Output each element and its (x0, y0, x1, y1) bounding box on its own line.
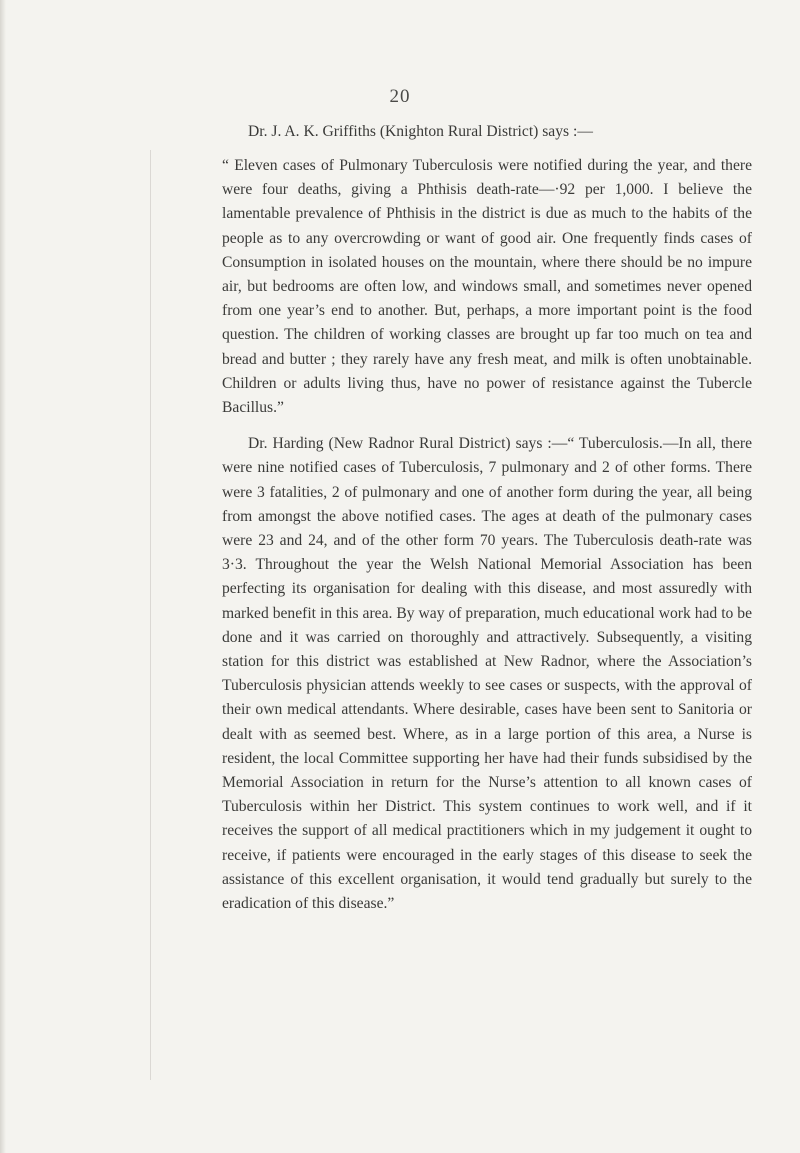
griffiths-quote-paragraph: “ Eleven cases of Pulmonary Tuberculosis were notified during the year, and there were four deaths, giving a Phthisis death-rate—·92 per 1,000. I believe the lamentable prevalence of Phthisis in the district is due as much to the habits of the people as to any overcrowding or want of good air. One frequently finds cases of Consumption in isolated houses on the mountain, where there should be no impure air, but bedrooms are often low, and windows small, and sometimes never opened from one year’s end to another. But, perhaps, a more important point is the food question. The children of working classes are brought up far too much on tea and bread and butter ; they rarely have any fresh meat, and milk is often unobtainable. Children or adults living thus, have no power of resistance against the Tubercle Bacillus.” (222, 157, 752, 417)
margin-line (150, 150, 151, 1080)
intro-line: Dr. J. A. K. Griffiths (Knighton Rural District) says :— (248, 123, 593, 140)
harding-report-paragraph: Dr. Harding (New Radnor Rural District) says :—“ Tuberculosis.—In all, there were nine notified cases of Tuberculosis, 7 pulmonary and 2 of other forms. There were 3 fatalities, 2 of pulmonary and one of another form during the year, all being from amongst the above notified cases. The ages at death of the pulmonary cases were 23 and 24, and of the other form 70 years. The Tuberculosis death-rate was 3·3. Throughout the year the Welsh National Memorial Association has been perfecting its organisation for dealing with this disease, and most assuredly with marked benefit in this area. By way of preparation, much educational work had to be done and it was carried on thoroughly and attractively. Subsequently, a visiting station for this district was established at New Radnor, where the Association’s Tuberculosis physician attends weekly to see cases or suspects, with the approval of their own medical attendants. Where desirable, cases have been sent to Sanitoria or dealt with as seemed best. Where, as in a large portion of this area, a Nurse is resident, the local Committee supporting her have had their funds subsidised by the Memorial Association in return for the Nurse’s attention to all known cases of Tuberculosis within her District. This system continues to work well, and if it receives the support of all medical practitioners which in my judgement it ought to receive, if patients were encouraged in the early stages of this disease to seek the assistance of this excellent organisation, it would tend gradually but surely to the eradication of this disease.” (222, 435, 752, 913)
body-text (222, 120, 752, 916)
binding-edge (0, 0, 6, 1153)
page-number: 20 (389, 86, 411, 107)
